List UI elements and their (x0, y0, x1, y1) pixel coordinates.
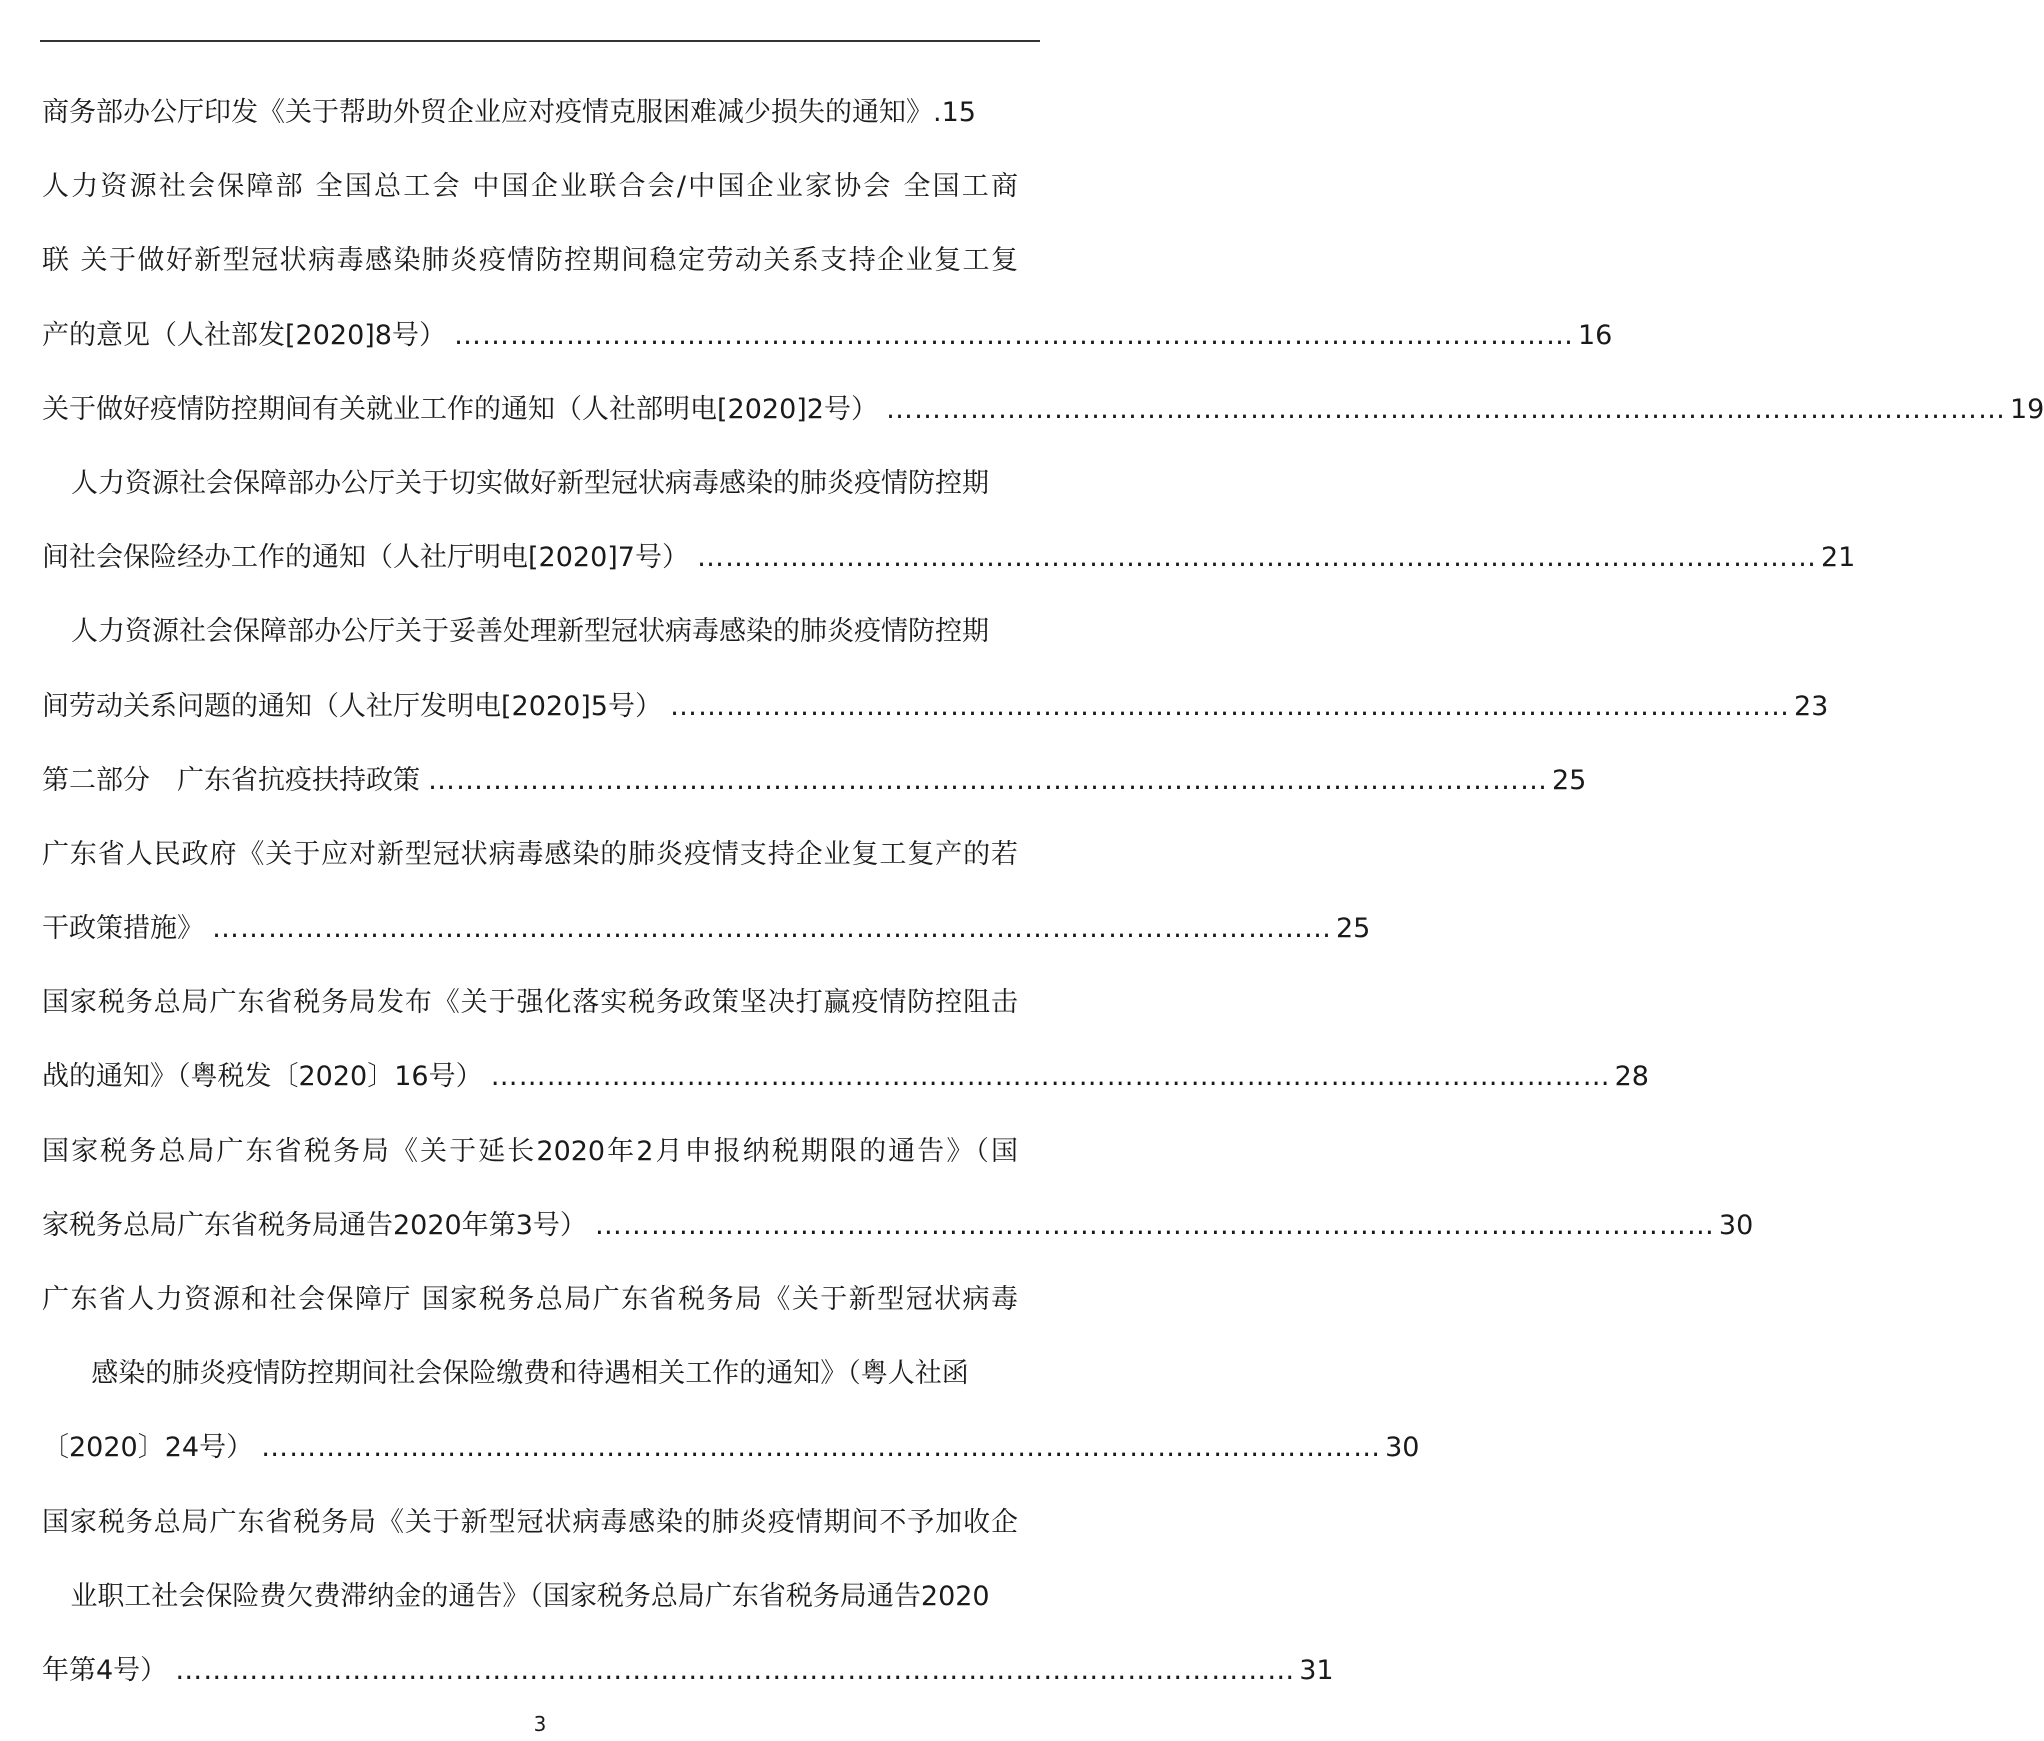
toc-page-number: .15 (933, 97, 976, 128)
toc-entry-line[interactable] (42, 373, 2044, 447)
toc-entry-text: 关于做好疫情防控期间有关就业工作的通知（人社部明电[2020]2号） (42, 393, 878, 425)
dot-leader: ………………………………………………………………………………………………………… (175, 1654, 1296, 1686)
toc-entry-text: 感染的肺炎疫情防控期间社会保险缴费和待遇相关工作的通知》（粤人社函 (91, 1358, 969, 1390)
toc-entry-text: 广东省人力资源和社会保障厅 国家税务总局广东省税务局《关于新型冠状病毒 (42, 1284, 1018, 1315)
header-rule (40, 40, 1040, 42)
toc-entry-text: 商务部办公厅印发《关于帮助外贸企业应对疫情克服困难减少损失的通知》 (42, 97, 933, 128)
toc-page-number: 31 (1299, 1654, 1334, 1686)
toc-entry-line[interactable] (42, 76, 1018, 150)
toc-entry-line[interactable] (42, 150, 1018, 224)
dot-leader: ………………………………………………………………………………………………………… (885, 393, 2006, 425)
dot-leader: ………………………………………………………………………………………………………… (669, 690, 1790, 722)
toc-entry-line[interactable] (42, 1560, 1018, 1634)
toc-page-number: 19 (2009, 393, 2044, 425)
toc-entry-line[interactable] (42, 892, 1371, 966)
toc-entry-line[interactable] (42, 1634, 1334, 1708)
toc-entry-line[interactable] (42, 818, 1018, 892)
toc-entry-text: 业职工社会保险费欠费滞纳金的通告》（国家税务总局广东省税务局通告2020 (70, 1580, 990, 1612)
toc-entry-text: 人力资源社会保障部办公厅关于切实做好新型冠状病毒感染的肺炎疫情防控期 (71, 467, 989, 499)
toc-entry-text: 年第4号） (42, 1654, 168, 1686)
toc-page-number: 25 (1336, 913, 1371, 945)
toc-entry-line[interactable] (42, 447, 1018, 521)
toc-entry-text: 国家税务总局广东省税务局《关于新型冠状病毒感染的肺炎疫情期间不予加收企 (42, 1506, 1018, 1538)
dot-leader: ………………………………………………………………………………………………………… (212, 913, 1332, 945)
toc-entry-line[interactable] (42, 1040, 1649, 1114)
toc-entry-text: 间社会保险经办工作的通知（人社厅明电[2020]7号） (42, 542, 689, 574)
toc-page-number: 23 (1793, 690, 1829, 722)
toc-entry-line[interactable] (42, 1189, 1754, 1263)
table-of-contents (42, 76, 2044, 1708)
toc-page-number: 16 (1577, 319, 1613, 351)
dot-leader: ………………………………………………………………………………………………………… (428, 764, 1548, 796)
toc-entry-text: 广东省人民政府《关于应对新型冠状病毒感染的肺炎疫情支持企业复工复产的若 (42, 838, 1018, 870)
toc-entry-line[interactable] (42, 521, 1856, 595)
toc-page-number: 30 (1385, 1432, 1420, 1464)
toc-entry-line[interactable] (42, 224, 1018, 298)
toc-entry-line[interactable] (42, 1411, 1420, 1485)
dot-leader: ………………………………………………………………………………………………………… (490, 1061, 1611, 1093)
dot-leader: ………………………………………………………………………………………………………… (696, 542, 1817, 574)
toc-entry-text: 战的通知》（粤税发〔2020〕16号） (42, 1061, 483, 1093)
toc-entry-text: 间劳动关系问题的通知（人社厅发明电[2020]5号） (42, 690, 662, 722)
toc-entry-text: 国家税务总局广东省税务局《关于延长2020年2月申报纳税期限的通告》（国 (42, 1135, 1018, 1167)
toc-entry-text: 人力资源社会保障部办公厅关于妥善处理新型冠状病毒感染的肺炎疫情防控期 (71, 616, 989, 648)
toc-entry-line[interactable] (42, 299, 1613, 373)
toc-entry-line[interactable] (42, 1337, 1018, 1411)
toc-entry-line[interactable] (42, 1115, 1018, 1189)
page-number: 3 (533, 1712, 547, 1736)
toc-page-number: 21 (1820, 542, 1856, 574)
toc-entry-text: 产的意见（人社部发[2020]8号） (42, 319, 446, 351)
toc-entry-text: 干政策措施》 (42, 913, 204, 945)
toc-page-number: 30 (1718, 1209, 1754, 1241)
toc-entry-text: 第二部分 广东省抗疫扶持政策 (42, 764, 420, 796)
toc-entry-line[interactable] (42, 670, 1829, 744)
toc-page-number: 28 (1614, 1061, 1649, 1093)
toc-entry-line[interactable] (42, 966, 1018, 1040)
toc-entry-text: 家税务总局广东省税务局通告2020年第3号） (42, 1209, 587, 1241)
toc-entry-line[interactable] (42, 595, 1018, 669)
toc-entry-text: 国家税务总局广东省税务局发布《关于强化落实税务政策坚决打赢疫情防控阻击 (42, 987, 1018, 1019)
toc-entry-line[interactable] (42, 1263, 1018, 1337)
dot-leader: ………………………………………………………………………………………………………… (261, 1432, 1382, 1464)
dot-leader: ………………………………………………………………………………………………………… (594, 1209, 1715, 1241)
dot-leader: ………………………………………………………………………………………………………… (453, 319, 1574, 351)
toc-entry-line[interactable] (42, 1486, 1018, 1560)
toc-page-number: 25 (1552, 764, 1587, 796)
toc-section-heading[interactable] (42, 744, 1587, 818)
toc-entry-text: 〔2020〕24号） (42, 1432, 254, 1464)
toc-entry-text: 人力资源社会保障部 全国总工会 中国企业联合会/中国企业家协会 全国工商 (42, 171, 1018, 203)
toc-entry-text: 联 关于做好新型冠状病毒感染肺炎疫情防控期间稳定劳动关系支持企业复工复 (42, 245, 1018, 277)
